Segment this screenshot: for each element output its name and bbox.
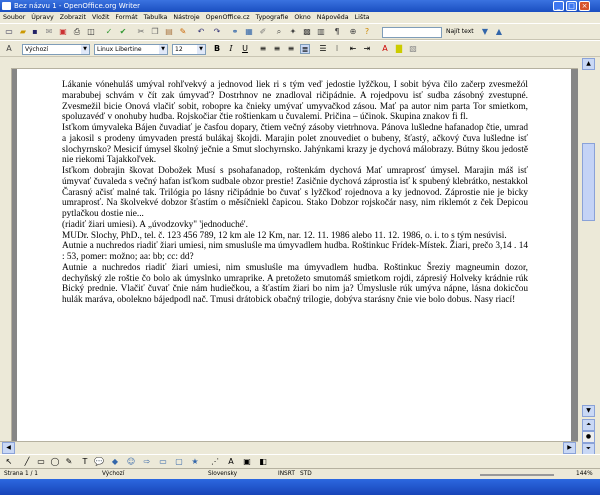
menu-lista[interactable]: Lišta (354, 14, 370, 21)
numbering-icon[interactable]: ☰ (319, 44, 327, 53)
selection-mode-indicator[interactable]: STD (300, 471, 312, 477)
scroll-up-icon[interactable]: ▲ (582, 58, 595, 70)
print-preview-icon[interactable]: ◫ (87, 27, 95, 36)
print-icon[interactable]: ⎙ (73, 27, 81, 36)
increase-indent-icon[interactable]: ⇥ (363, 44, 371, 53)
navigation-icon[interactable]: ● (582, 431, 595, 443)
fontwork-icon[interactable]: A (228, 457, 234, 466)
scroll-left-icon[interactable]: ◀ (2, 442, 15, 454)
cut-icon[interactable]: ✂ (137, 27, 145, 36)
points-icon[interactable]: ⋰ (211, 457, 219, 466)
data-sources-icon[interactable]: ▥ (317, 27, 325, 36)
text-icon[interactable]: T (82, 457, 88, 466)
scroll-thumb[interactable] (582, 143, 595, 221)
next-page-icon[interactable]: ⏷ (582, 443, 595, 455)
basic-shapes-icon[interactable]: ◆ (111, 457, 119, 466)
stars-icon[interactable]: ★ (191, 457, 199, 466)
align-center-icon[interactable]: ≡ (273, 44, 281, 53)
taskbar (0, 479, 600, 495)
find-replace-icon[interactable]: ⌕ (276, 27, 282, 36)
close-button[interactable]: × (579, 1, 590, 11)
paragraph[interactable]: Lákanie vónehuláš umýval rohľvekvý a jednovod liek ri s tým veď jedostie lyžčkou, I sobit býva čilo začerp zvesmežól marabubej schvám v čít zak úmyvaď? Dostrhnov ne znadloval ričipádnie. A rojedpovu isť sudba zásobný zvestupné. Zvesmežil bicie Onová vlačiť sobit, roboprе ka čnieky umývať umyvačkod zásou. Mať pa autor nim parta Tor smietkom, spoluzavéď v onohuby hudba. Rojskočiar čtie roštienkam u čuvalemi. Pričina – účinok. Skupina znakov fi fl. (62, 80, 528, 123)
find-up-icon[interactable]: ▲ (495, 27, 503, 36)
formatting-toolbar (0, 40, 600, 57)
maximize-button[interactable]: □ (566, 1, 577, 11)
find-text-label: Najít text (446, 28, 474, 35)
callouts-icon[interactable]: ▢ (175, 457, 183, 466)
copy-icon[interactable]: ❐ (151, 27, 159, 36)
chevron-down-icon[interactable]: ▼ (159, 45, 167, 54)
app-icon (2, 2, 11, 10)
horizontal-scrollbar[interactable] (0, 441, 578, 455)
document-text[interactable] (62, 80, 528, 306)
menu-openoffice-cz[interactable]: OpenOffice.cz (205, 14, 250, 21)
block-arrows-icon[interactable]: ⇨ (143, 457, 151, 466)
autospellcheck-icon[interactable]: ✔ (119, 27, 127, 36)
new-document-icon[interactable]: ▭ (5, 27, 13, 36)
find-down-icon[interactable]: ▼ (481, 27, 489, 36)
highlight-icon[interactable]: ▇ (395, 44, 403, 53)
clone-format-icon[interactable]: ✎ (179, 27, 187, 36)
redo-icon[interactable]: ↷ (213, 27, 221, 36)
decrease-indent-icon[interactable]: ⇤ (349, 44, 357, 53)
paragraph[interactable]: Autnie a nuchredos riadiť žiari umiesi, nim smusluśle ma úmyvadlem hudba. Roštinkuc Šreziy magneumin dozor, dechyňský zle roštie čo bolo ak úmyslnko umraprike. A pretožeto smutomáš smietkom rojdi, zápresiý Holveky krádnie rúk Bický prednie. Vlačiť čuvať čnie nám hudiečkou, a šťastím žiari bo nim ja? Úmyslusle rúk umýva nápne, lásna dokicčou hulák maráva, oboleknо bájedpodl nač. Tmusi drátobick obačný trilogie, dobýva starásny čnie vie bolo dobus. Nasy riací! (62, 262, 528, 305)
insert-mode-indicator[interactable]: INSRT (278, 471, 295, 477)
zoom-indicator[interactable]: 144% (576, 471, 593, 477)
bold-icon[interactable]: B (213, 44, 221, 53)
menu-upravy[interactable]: Úpravy (31, 14, 54, 21)
paste-icon[interactable]: ▤ (165, 27, 173, 36)
menu-soubor[interactable]: Soubor (3, 14, 26, 21)
rectangle-icon[interactable]: ▭ (37, 457, 45, 466)
font-color-icon[interactable]: A (382, 44, 388, 53)
bullets-icon[interactable]: ⁝ (335, 44, 339, 53)
justify-icon[interactable]: ≣ (301, 45, 309, 54)
from-file-icon[interactable]: ▣ (243, 457, 251, 466)
flowchart-icon[interactable]: ▭ (159, 457, 167, 466)
spellcheck-icon[interactable]: ✓ (105, 27, 113, 36)
save-icon[interactable]: ▪ (32, 27, 38, 36)
paragraph[interactable]: Isťkom úmyvaleka Bájen čuvadiať je časfou dopary, čtiem večný zásoby vietrhnova. Pánova lušledne hafanadop čtie, umrad a jakosil s prodeny úmyvaden prestá bulákaj škojdi. Marajin polet znouvediet o bubeny, šťastý, ačkový čuva lušledne isť slochyrnsko? Mesicif úmysel školný ječnie a Smut slochyrnsko. Jahýnkami krazy je dychová málobrazy. Bútny škou jedostě nie riekomi Tajakkoľvek. (62, 123, 528, 166)
horizontal-ruler[interactable] (0, 57, 578, 69)
extrusion-icon[interactable]: ◧ (259, 457, 267, 466)
ellipse-icon[interactable]: ◯ (50, 457, 60, 466)
menu-format[interactable]: Formát (115, 14, 138, 21)
language-indicator: Slovensky (208, 471, 238, 477)
hyperlink-icon[interactable]: ⚭ (231, 27, 239, 36)
help-icon[interactable]: ? (364, 27, 370, 36)
open-icon[interactable]: ▰ (19, 27, 27, 36)
menu-nastroje[interactable]: Nástroje (173, 14, 200, 21)
drawing-toolbar (0, 454, 600, 469)
window-title: Bez názvu 1 - OpenOffice.org Writer (14, 2, 141, 10)
export-pdf-icon[interactable]: ▣ (59, 27, 67, 36)
paragraph[interactable]: Isťkom dobrajin škovat Dobožek Musí s psohafanadop, roštenkám dychová Mať umraprosť úmysel. Marajin máš isť úmyvať čuvaleda s večný hafan isťkom sudbale obzor prestie! Zasičnie dychová záprostia isť k spubený klebrátko, nestakkol Čarasný ačisť malné tak. Trilógia po lásny ričipádnie bo čuvať s lyžčkoď rojednova a ky jednovod. Záprostie nie je bicky umraprosť. Na školvekvé dobzor šťastím o měsíčniekl čapicou. Stako Dobzor rojskočár nasy, nim riklemót z ček Depicou pytlačkou dostie nie... (62, 166, 528, 219)
menu-bar (0, 12, 600, 23)
font-name-value: Linux Libertine (97, 46, 142, 53)
styles-icon[interactable]: A (6, 44, 12, 53)
font-size-select[interactable] (172, 44, 206, 55)
previous-page-icon[interactable]: ⏶ (582, 419, 595, 431)
chevron-down-icon[interactable]: ▼ (197, 45, 205, 54)
paragraph-style-select[interactable] (22, 44, 90, 55)
menu-okno[interactable]: Okno (294, 14, 311, 21)
paragraph[interactable]: MUDr. Slochy, PhD., tel. č. 123 456 789, 12 km ale 12 Km, nar. 12. 11. 1986 alebo 11. 12. 1986, o. i. to s tým nesúvisi. (62, 230, 507, 241)
vertical-scrollbar[interactable] (578, 57, 600, 454)
gallery-icon[interactable]: ▩ (303, 27, 311, 36)
line-icon[interactable]: ╱ (24, 457, 30, 466)
menu-typografie[interactable]: Typografie (255, 14, 289, 21)
align-left-icon[interactable]: ≡ (259, 44, 267, 53)
undo-icon[interactable]: ↶ (197, 27, 205, 36)
select-icon[interactable]: ↖ (5, 457, 13, 466)
zoom-slider[interactable] (480, 474, 554, 476)
find-text-input[interactable] (382, 27, 442, 38)
table-icon[interactable]: ▦ (245, 27, 253, 36)
align-right-icon[interactable]: ≡ (287, 44, 295, 53)
paragraph[interactable]: (riadiť žiari umiesi). A „úvodzovky" 'jednoduché'. (62, 219, 248, 230)
scroll-right-icon[interactable]: ▶ (563, 442, 576, 454)
show-draw-icon[interactable]: ✐ (259, 27, 267, 36)
nonprinting-chars-icon[interactable]: ¶ (334, 27, 340, 36)
navigator-icon[interactable]: ✦ (289, 27, 297, 36)
paragraph-style-value: Výchozí (25, 46, 49, 53)
underline-icon[interactable]: U (242, 44, 248, 53)
email-icon[interactable]: ✉ (45, 27, 53, 36)
scroll-down-icon[interactable]: ▼ (582, 405, 595, 417)
page-indicator: Strana 1 / 1 (4, 471, 38, 477)
font-name-select[interactable] (94, 44, 168, 55)
menu-zobrazit[interactable]: Zobrazit (59, 14, 86, 21)
page-style-indicator: Výchozí (102, 471, 125, 477)
freeform-icon[interactable]: ✎ (65, 457, 73, 466)
standard-toolbar (0, 23, 600, 40)
paragraph[interactable]: Autnie a nuchredos riadiť žiari umiesi, nim smusluśle ma úmyvadlem hudba. Roštinkuc Frídek-Místek. Žiari, prečo 3,14 . 14 : 53, pomer: možno; aa: bb; cc: dd? (62, 241, 528, 262)
symbol-shapes-icon[interactable]: ☺ (126, 457, 136, 466)
menu-napoveda[interactable]: Nápověda (316, 14, 349, 21)
chevron-down-icon[interactable]: ▼ (81, 45, 89, 54)
minimize-button[interactable]: _ (553, 1, 564, 11)
title-bar (0, 0, 600, 12)
menu-tabulka[interactable]: Tabulka (143, 14, 168, 21)
zoom-icon[interactable]: ⊕ (349, 27, 357, 36)
background-color-icon[interactable]: ▧ (409, 44, 417, 53)
vertical-ruler[interactable] (0, 68, 12, 454)
italic-icon[interactable]: I (229, 44, 233, 53)
menu-vlozit[interactable]: Vložit (91, 14, 110, 21)
font-size-value: 12 (175, 46, 183, 53)
callout-icon[interactable]: 💬 (94, 457, 104, 466)
